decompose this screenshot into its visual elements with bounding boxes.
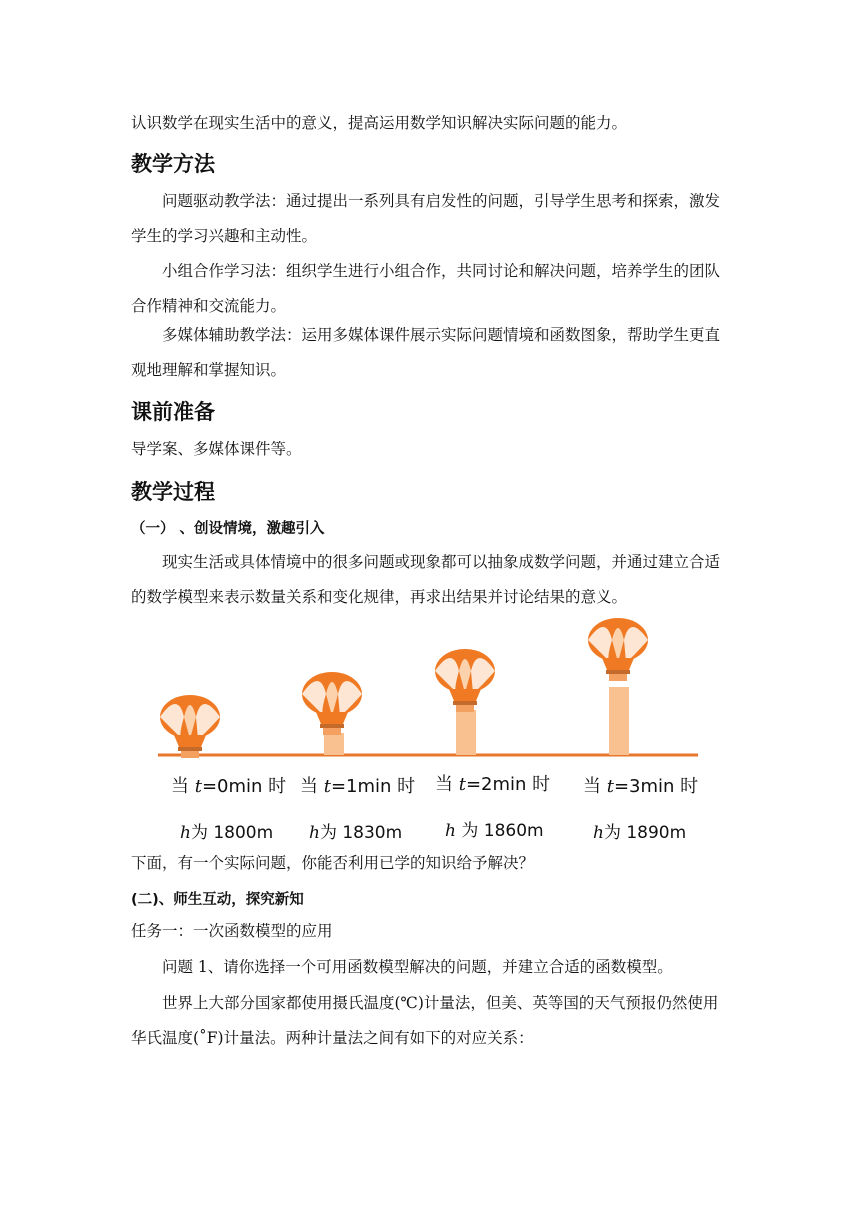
section2-title: (二)、师生互动，探究新知 <box>131 892 304 908</box>
task1-label: 任务一：一次函数模型的应用 <box>131 922 333 940</box>
height-label-3: h 为 1860m <box>445 821 544 841</box>
method-item-2: 小组合作学习法：组织学生进行小组合作，共同讨论和解决问题，培养学生的团队合作精神和交流能力。 <box>131 262 721 315</box>
stage-label-1: 当 t=0min 时 <box>171 776 287 797</box>
prep-heading: 课前准备 <box>131 400 215 424</box>
prep-text: 导学案、多媒体课件等。 <box>131 440 302 458</box>
balloon-icon-4 <box>588 618 648 681</box>
section1-text: 现实生活或具体情境中的很多问题或现象都可以抽象成数学问题，并通过建立合适的数学模型来表示数量关系和变化规律，再求出结果并讨论结果的意义。 <box>131 553 721 606</box>
height-bar-1 <box>324 733 344 755</box>
section1-title: （一） 、创设情境，激趣引入 <box>131 521 325 537</box>
stage-label-3: 当 t=2min 时 <box>435 774 551 795</box>
height-bar-2 <box>456 710 476 755</box>
question-1: 问题 1、请你选择一个可用函数模型解决的问题，并建立合适的函数模型。 <box>162 958 673 976</box>
balloon-icon-3 <box>435 649 495 712</box>
method-item-3: 多媒体辅助教学法：运用多媒体课件展示实际问题情境和函数图象，帮助学生更直观地理解和掌握知识。 <box>131 326 721 379</box>
height-label-4: h为 1890m <box>593 823 687 843</box>
height-bar-3 <box>609 687 629 755</box>
question-text: 下面，有一个实际问题，你能否利用已学的知识给予解决？ <box>131 854 535 872</box>
height-label-1: h为 1800m <box>180 823 274 843</box>
method-item-1: 问题驱动教学法：通过提出一系列具有启发性的问题，引导学生思考和探索，激发学生的学习兴趣和主动性。 <box>131 192 721 245</box>
temperature-paragraph: 世界上大部分国家都使用摄氏温度(℃)计量法，但美、英等国的天气预报仍然使用华氏温度(˚F)计量法。两种计量法之间有如下的对应关系： <box>131 994 719 1047</box>
balloon-icon-2 <box>302 672 362 735</box>
balloon-figure <box>150 615 710 765</box>
process-heading: 教学过程 <box>131 480 215 504</box>
balloon-icon-1 <box>160 695 220 758</box>
height-label-2: h为 1830m <box>309 823 403 843</box>
intro-paragraph-tail: 认识数学在现实生活中的意义，提高运用数学知识解决实际问题的能力。 <box>131 114 628 132</box>
stage-label-4: 当 t=3min 时 <box>583 776 699 797</box>
stage-label-2: 当 t=1min 时 <box>300 776 416 797</box>
methods-heading: 教学方法 <box>131 152 215 176</box>
